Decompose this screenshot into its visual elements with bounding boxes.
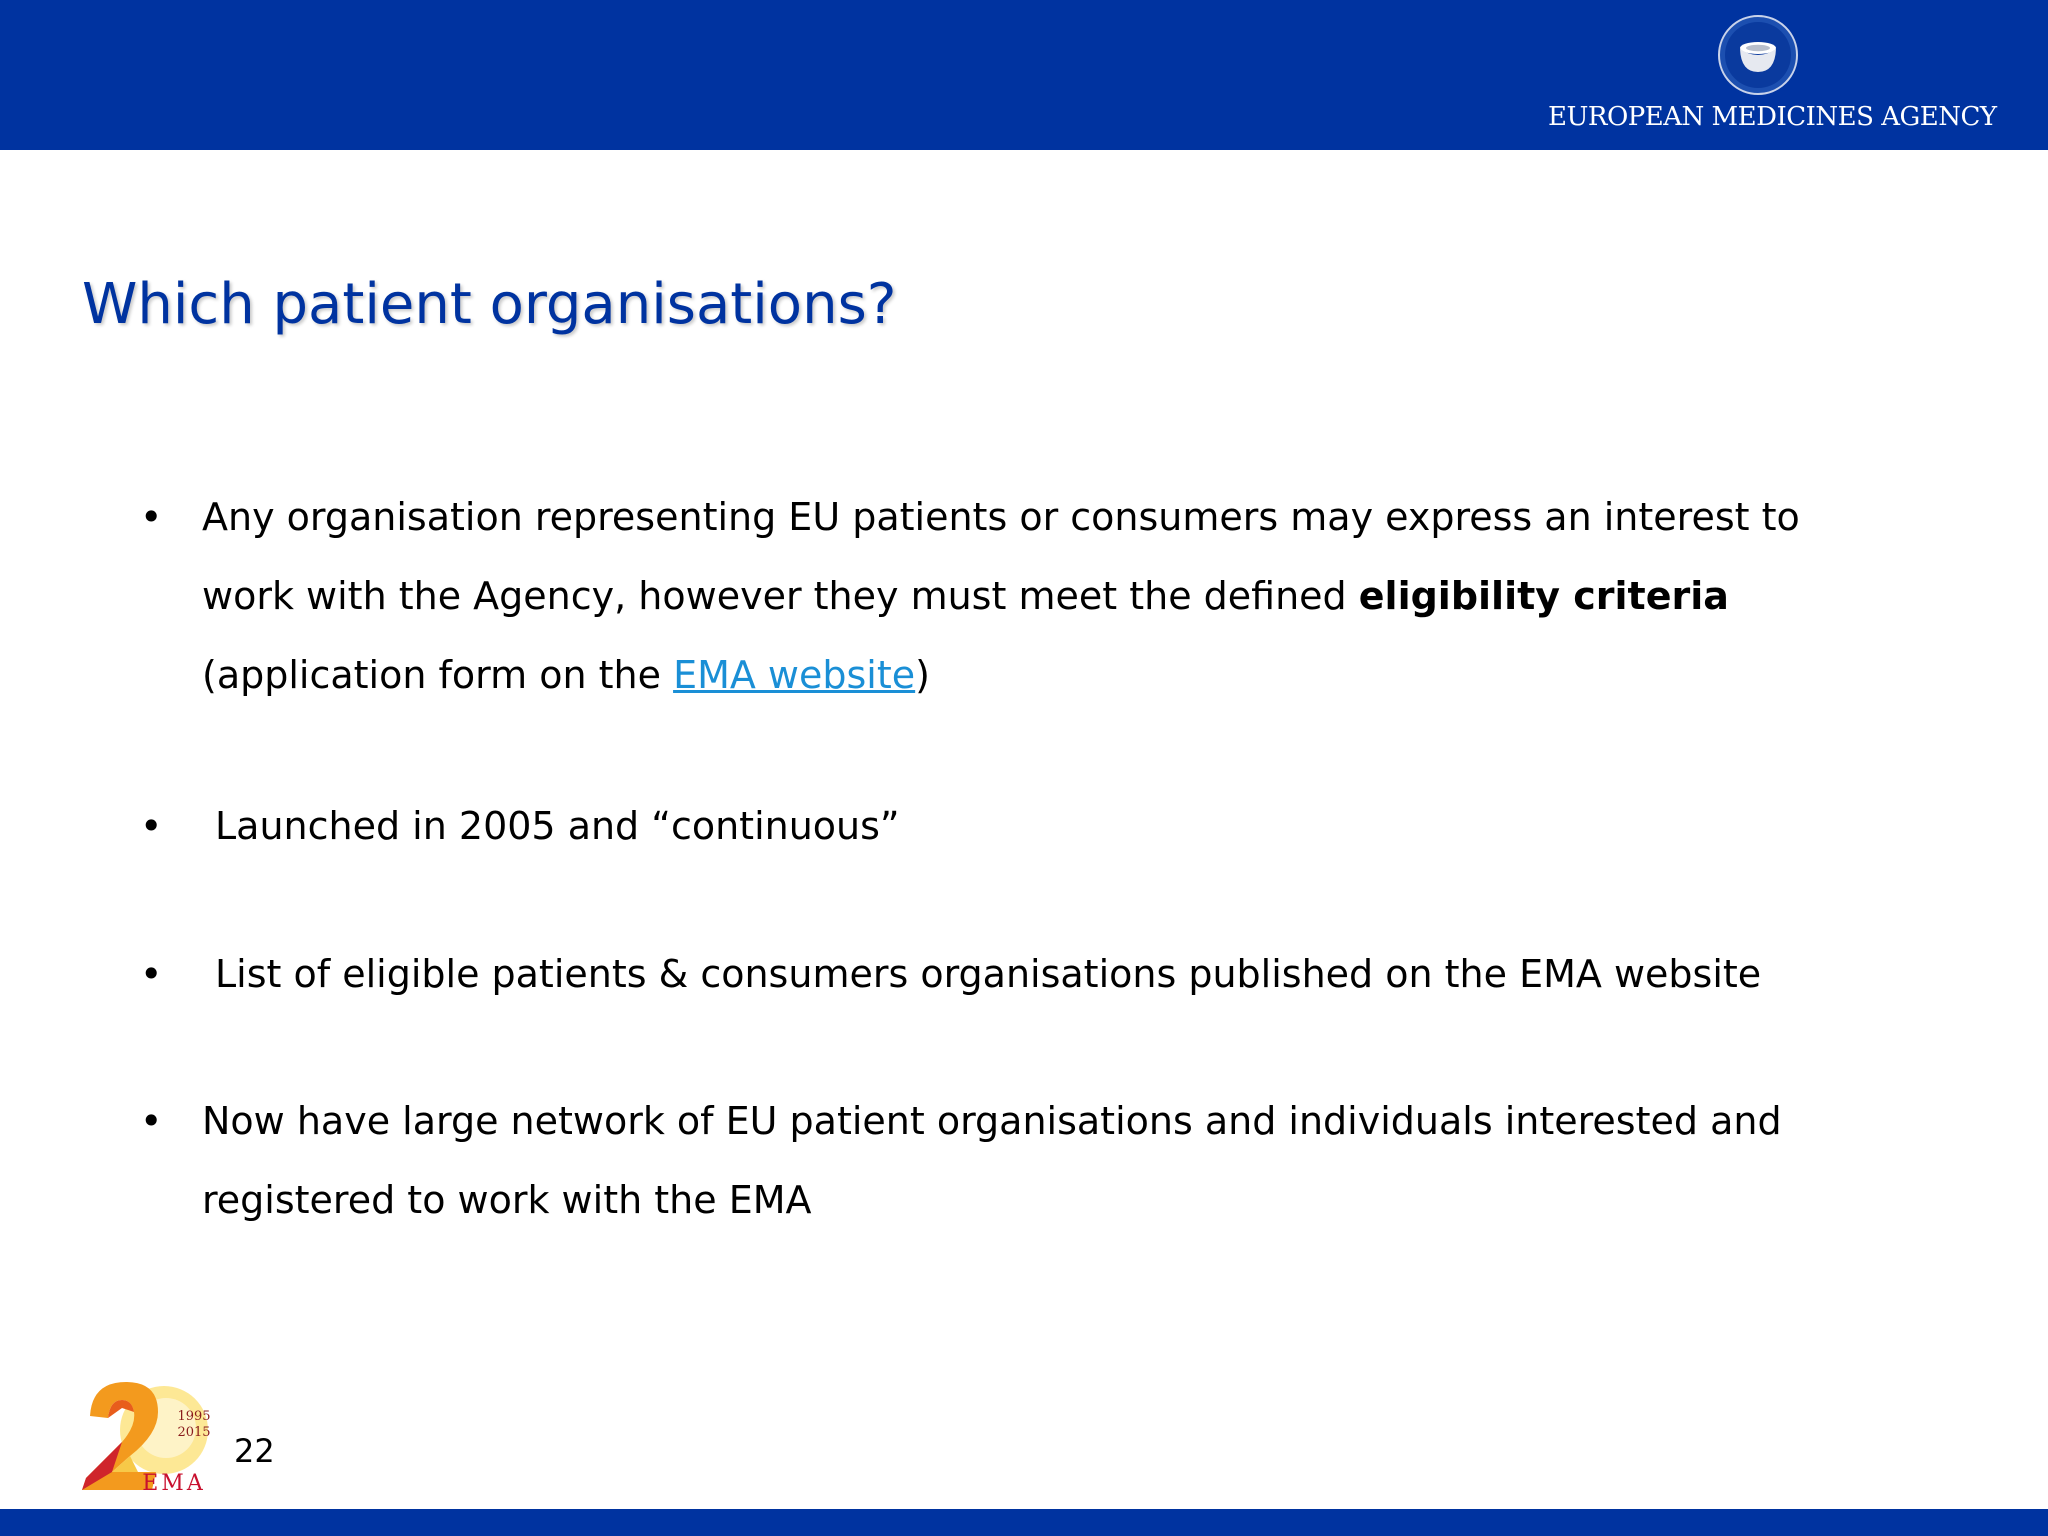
bullet-item-list-published bbox=[140, 935, 1855, 1014]
bullet-dot: • bbox=[140, 495, 163, 539]
anniversary-label: EMA bbox=[142, 1471, 206, 1494]
bullet-dot: • bbox=[140, 1099, 163, 1143]
bullet-text: List of eligible patients & consumers organisations published on the EMA website bbox=[215, 952, 1762, 996]
bullet-text-end: ) bbox=[915, 653, 930, 697]
bullet-item-launched bbox=[140, 787, 1855, 866]
bullet-text: Any organisation representing EU patients or consumers may express an interest to work with the Agency, however they must meet the defined bbox=[202, 495, 1800, 618]
bullet-text-middle: (application form on the bbox=[202, 653, 674, 697]
bullet-text: Now have large network of EU patient organisations and individuals interested and registered to work with the EMA bbox=[202, 1099, 1782, 1222]
ema-emblem-icon bbox=[1717, 14, 1799, 96]
bullet-dot: • bbox=[140, 804, 163, 848]
bold-eligibility-criteria: eligibility criteria bbox=[1358, 574, 1729, 618]
page-number: 22 bbox=[234, 1432, 275, 1470]
bottom-banner bbox=[0, 1509, 2048, 1536]
bullet-dot: • bbox=[140, 952, 163, 996]
ema-20-anniversary-logo-icon bbox=[82, 1378, 212, 1494]
anniversary-year-end: 2015 bbox=[177, 1425, 211, 1440]
top-banner bbox=[0, 0, 2048, 150]
anniversary-year-start: 1995 bbox=[177, 1409, 211, 1424]
agency-name: EUROPEAN MEDICINES AGENCY bbox=[1548, 102, 1997, 132]
bullet-item-network bbox=[140, 1082, 1842, 1240]
ema-logo bbox=[1548, 14, 1997, 138]
ema-website-link[interactable]: EMA website bbox=[673, 653, 916, 697]
slide-title: Which patient organisations? bbox=[82, 272, 897, 337]
bullet-item-eligibility bbox=[140, 478, 1842, 715]
bullet-text: Launched in 2005 and “continuous” bbox=[215, 804, 900, 848]
